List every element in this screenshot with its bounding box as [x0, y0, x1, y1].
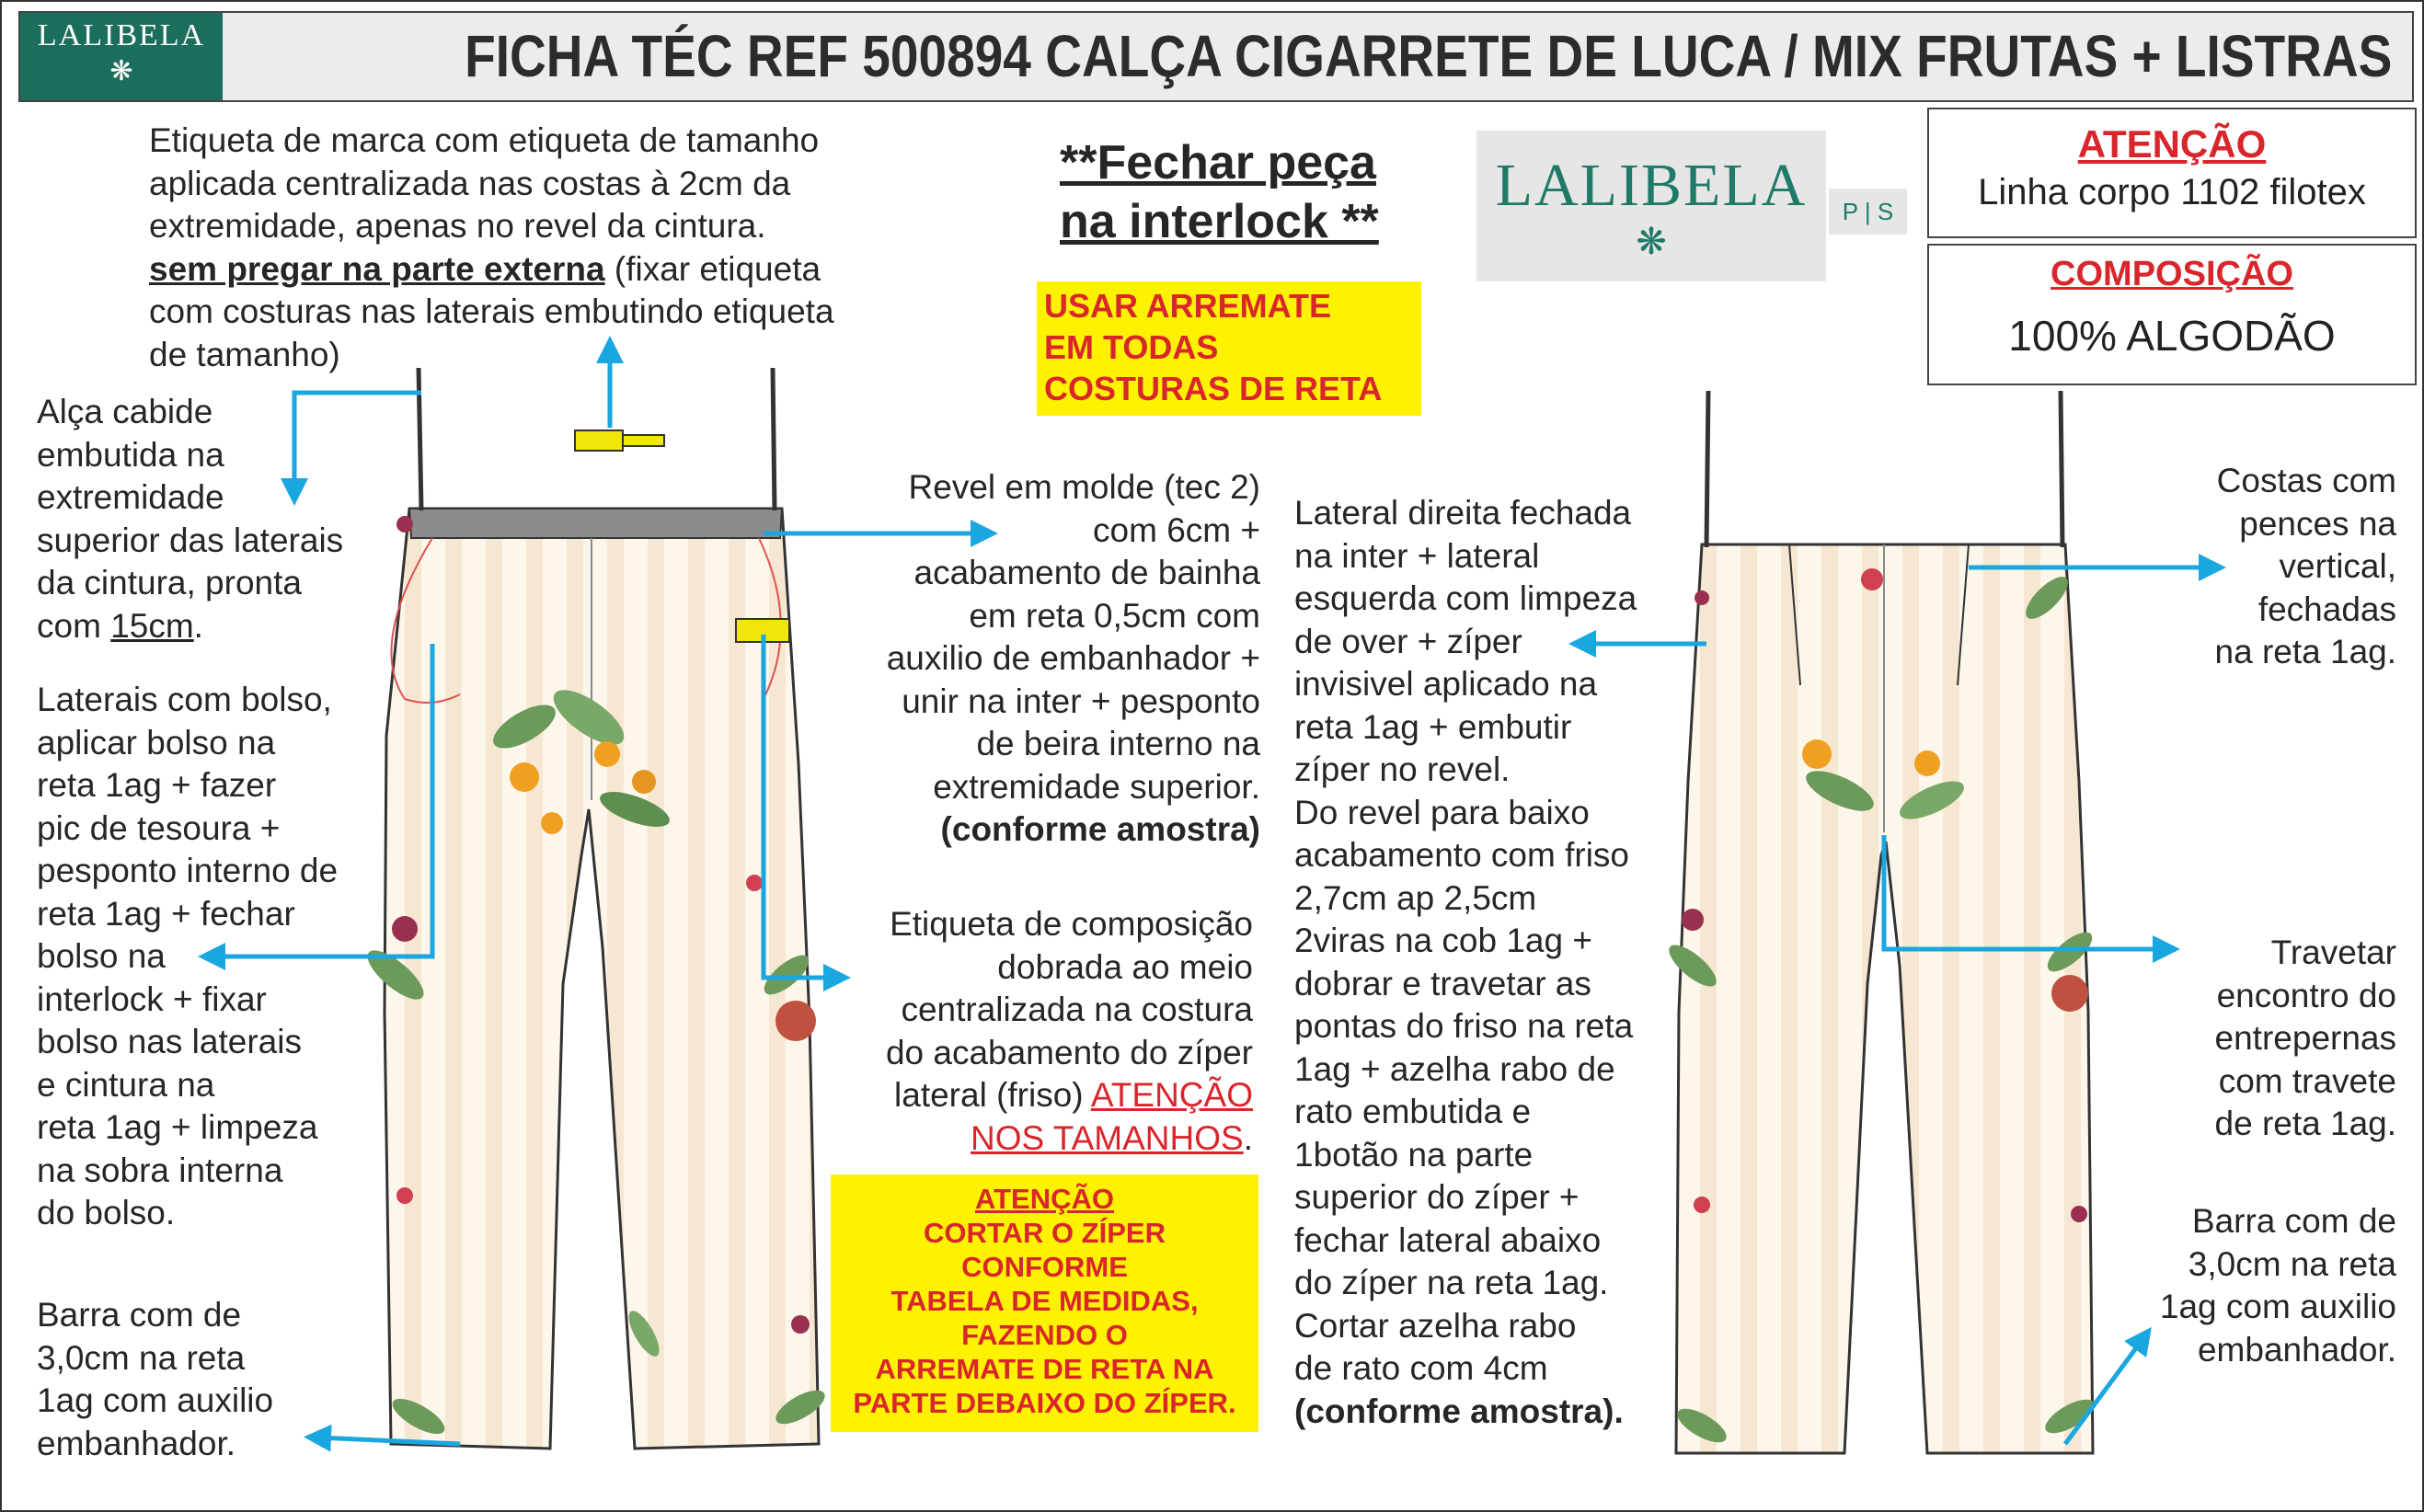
note-lines: [886, 903, 1253, 1074]
hanger-loop-note: [37, 391, 343, 647]
note-text: .: [1243, 1118, 1253, 1157]
facing-note: [887, 466, 1260, 852]
note-line: Cortar azelha rabo: [1294, 1306, 1577, 1345]
composition-text: 100% ALGODÃO: [2008, 312, 2336, 360]
note-warning: ATENÇÃO: [1090, 1076, 1253, 1114]
brand-label-note: [149, 120, 834, 376]
note-line: 1ag + azelha rabo de: [1294, 1049, 1615, 1088]
note-line: com travete: [2218, 1061, 2396, 1100]
note-line: 2viras na cob 1ag +: [1294, 922, 1592, 959]
note-line: entrepernas: [2214, 1019, 2396, 1057]
warning-heading: ATENÇÃO: [975, 1183, 1114, 1215]
note-line: da cintura, pronta: [37, 564, 302, 601]
note-lines: [37, 679, 338, 1235]
closing-note: [1060, 133, 1379, 251]
header-logo-text: LALIBELA: [37, 18, 206, 52]
note-line: aplicada centralizada nas costas à 2cm da: [149, 164, 791, 202]
note-text: (fixar etiqueta: [604, 249, 821, 288]
note-line: do zíper na reta 1ag.: [1294, 1264, 1609, 1301]
note-line: do bolso.: [37, 1194, 176, 1231]
note-line: acabamento de bainha: [913, 554, 1260, 591]
pocket-note: [37, 679, 338, 1235]
note-line: na reta 1ag.: [2214, 633, 2396, 670]
note-lines: [2215, 460, 2396, 674]
note-line: reta 1ag + fechar: [37, 894, 295, 933]
note-line: de over + zíper: [1294, 622, 1522, 660]
note-text: lateral (friso): [894, 1076, 1091, 1114]
note-line: centralizada na costura: [901, 991, 1253, 1028]
size-tag-s: S: [1877, 198, 1894, 225]
note-line: zíper no revel.: [1294, 750, 1511, 788]
warning-line: COSTURAS DE RETA: [1044, 370, 1383, 407]
note-line: reta 1ag + fazer: [37, 766, 277, 804]
note-lines: [2160, 1200, 2396, 1371]
note-lines: [1294, 492, 1637, 1391]
hem-note-left: [37, 1294, 273, 1465]
note-line: Barra com de: [2191, 1202, 2396, 1240]
note-line: 1ag com auxilio: [2159, 1288, 2396, 1325]
note-line: Costas com: [2216, 462, 2396, 499]
note-line: interlock + fixar: [37, 979, 267, 1018]
hem-note-right: [2160, 1200, 2396, 1371]
note-line: de beira interno na: [976, 725, 1260, 762]
note-text: com: [37, 606, 111, 645]
composition-heading: COMPOSIÇÃO: [2051, 255, 2293, 293]
zipper-warning-box: [831, 1174, 1258, 1432]
note-line: bolso na: [37, 937, 166, 975]
note-line: com 6cm +: [1093, 510, 1260, 549]
note-line: vertical,: [2279, 547, 2396, 585]
note-line: Do revel para baixo: [1294, 793, 1590, 831]
note-line: rato embutida e: [1294, 1093, 1532, 1130]
bee-icon: ❋: [109, 56, 133, 86]
note-line: Revel em molde (tec 2): [908, 468, 1260, 506]
note-line: CONFORME: [961, 1251, 1128, 1283]
note-line: **Fechar peça: [1060, 136, 1376, 189]
note-line: pontas do friso na reta: [1294, 1007, 1634, 1045]
page-title: FICHA TÉC REF 500894 CALÇA CIGARRETE DE LUCA / MIX FRUTAS + LISTRAS: [464, 23, 2392, 89]
note-line: de tamanho): [149, 335, 340, 373]
note-bold: (conforme amostra).: [1294, 1392, 1624, 1430]
note-line: 3,0cm na reta: [2188, 1244, 2396, 1283]
note-line: pesponto interno de: [37, 852, 339, 889]
note-line: fechadas: [2257, 590, 2396, 628]
note-line: extremidade superior.: [933, 767, 1260, 806]
note-line: auxilio de embanhador +: [886, 639, 1260, 677]
note-line: [886, 1074, 1253, 1117]
note-line: [886, 1117, 1253, 1161]
brand-logo: [1476, 131, 1826, 281]
note-line: reta 1ag + limpeza: [37, 1108, 318, 1146]
warning-lines: [831, 1216, 1258, 1420]
note-line: PARTE DEBAIXO DO ZÍPER.: [853, 1387, 1236, 1419]
note-line: de reta 1ag.: [2214, 1105, 2396, 1142]
note-line: pences na: [2239, 504, 2396, 543]
note-line: com costuras nas laterais embutindo etiqueta: [149, 292, 834, 330]
note-line: encontro do: [2216, 976, 2396, 1014]
note-bold: (conforme amostra): [940, 810, 1260, 848]
note-line: superior do zíper +: [1294, 1178, 1580, 1216]
note-line: do acabamento do zíper: [885, 1033, 1253, 1071]
arremate-warning-box: [1037, 281, 1421, 416]
attention-heading: ATENÇÃO: [2077, 122, 2267, 166]
side-seam-note: [1294, 492, 1637, 1433]
note-line: 2,7cm ap 2,5cm: [1294, 878, 1537, 917]
attention-box: [1927, 108, 2417, 238]
note-line: invisivel aplicado na: [1294, 665, 1598, 703]
note-line: Laterais com bolso,: [37, 681, 332, 718]
note-line: fechar lateral abaixo: [1294, 1220, 1602, 1259]
note-emphasis: sem pregar na parte externa: [149, 249, 605, 288]
note-line: 3,0cm na reta: [37, 1338, 246, 1377]
note-line: Etiqueta de marca com etiqueta de tamanho: [149, 121, 820, 159]
note-line: FAZENDO O: [961, 1319, 1128, 1351]
note-line: na interlock **: [1060, 195, 1379, 248]
note-lines: [37, 391, 343, 605]
size-tag: P | S: [1829, 189, 1907, 235]
note-line: unir na inter + pesponto: [902, 682, 1260, 720]
note-line: [149, 248, 834, 292]
brand-logo-text: LALIBELA: [1495, 152, 1808, 219]
note-line: extremidade, apenas no revel da cintura.: [149, 207, 766, 245]
note-line: 1ag com auxilio: [37, 1381, 274, 1419]
note-line: superior das laterais: [37, 521, 344, 559]
note-measure: 15cm: [110, 606, 194, 645]
note-line: 1botão na parte: [1294, 1135, 1534, 1174]
note-line: aplicar bolso na: [37, 723, 276, 762]
back-pants-drawing: [1663, 391, 2099, 1453]
note-line: TABELA DE MEDIDAS,: [890, 1285, 1199, 1317]
note-line: embanhador.: [2197, 1330, 2396, 1369]
note-line: ARREMATE DE RETA NA: [875, 1353, 1214, 1385]
note-line: acabamento com friso: [1294, 836, 1630, 874]
note-line: embanhador.: [37, 1424, 236, 1462]
warning-line: EM TODAS: [1044, 328, 1219, 366]
attention-text: Linha corpo 1102 filotex: [1978, 172, 2366, 212]
note-line: bolso nas laterais: [37, 1023, 302, 1060]
note-line: Alça cabide: [37, 393, 213, 430]
note-lines: [37, 1294, 273, 1465]
bee-icon: ❋: [1636, 222, 1667, 262]
note-line: embutida na: [37, 435, 224, 474]
note-line: extremidade: [37, 478, 224, 516]
note-line: Barra com de: [37, 1296, 242, 1334]
crotch-note: [2215, 932, 2396, 1146]
note-text: .: [193, 606, 203, 645]
note-warning: NOS TAMANHOS: [970, 1118, 1244, 1157]
composition-label-note: [886, 903, 1253, 1160]
note-line: esquerda com limpeza: [1294, 579, 1637, 617]
note-lines: [2215, 932, 2396, 1146]
composition-box: [1927, 244, 2417, 385]
note-line: Travetar: [2270, 934, 2396, 971]
note-line: dobrada ao meio: [997, 947, 1253, 986]
note-line: CORTAR O ZÍPER: [924, 1217, 1166, 1249]
note-line: dobrar e travetar as: [1294, 964, 1591, 1002]
note-lines: [887, 466, 1260, 808]
note-line: em reta 0,5cm com: [969, 596, 1260, 635]
note-line: Etiqueta de composição: [890, 905, 1253, 943]
size-tag-p: P: [1842, 198, 1858, 225]
note-line: Lateral direita fechada: [1294, 494, 1632, 532]
note-line: [37, 605, 343, 648]
note-line: na inter + lateral: [1294, 536, 1540, 575]
note-line: reta 1ag + embutir: [1294, 707, 1572, 746]
note-line: na sobra interna: [37, 1151, 283, 1189]
note-line: de rato com 4cm: [1294, 1349, 1548, 1387]
note-line: pic de tesoura +: [37, 808, 281, 847]
note-line: e cintura na: [37, 1065, 215, 1104]
back-darts-note: [2215, 460, 2396, 674]
warning-line: USAR ARREMATE: [1044, 287, 1331, 325]
